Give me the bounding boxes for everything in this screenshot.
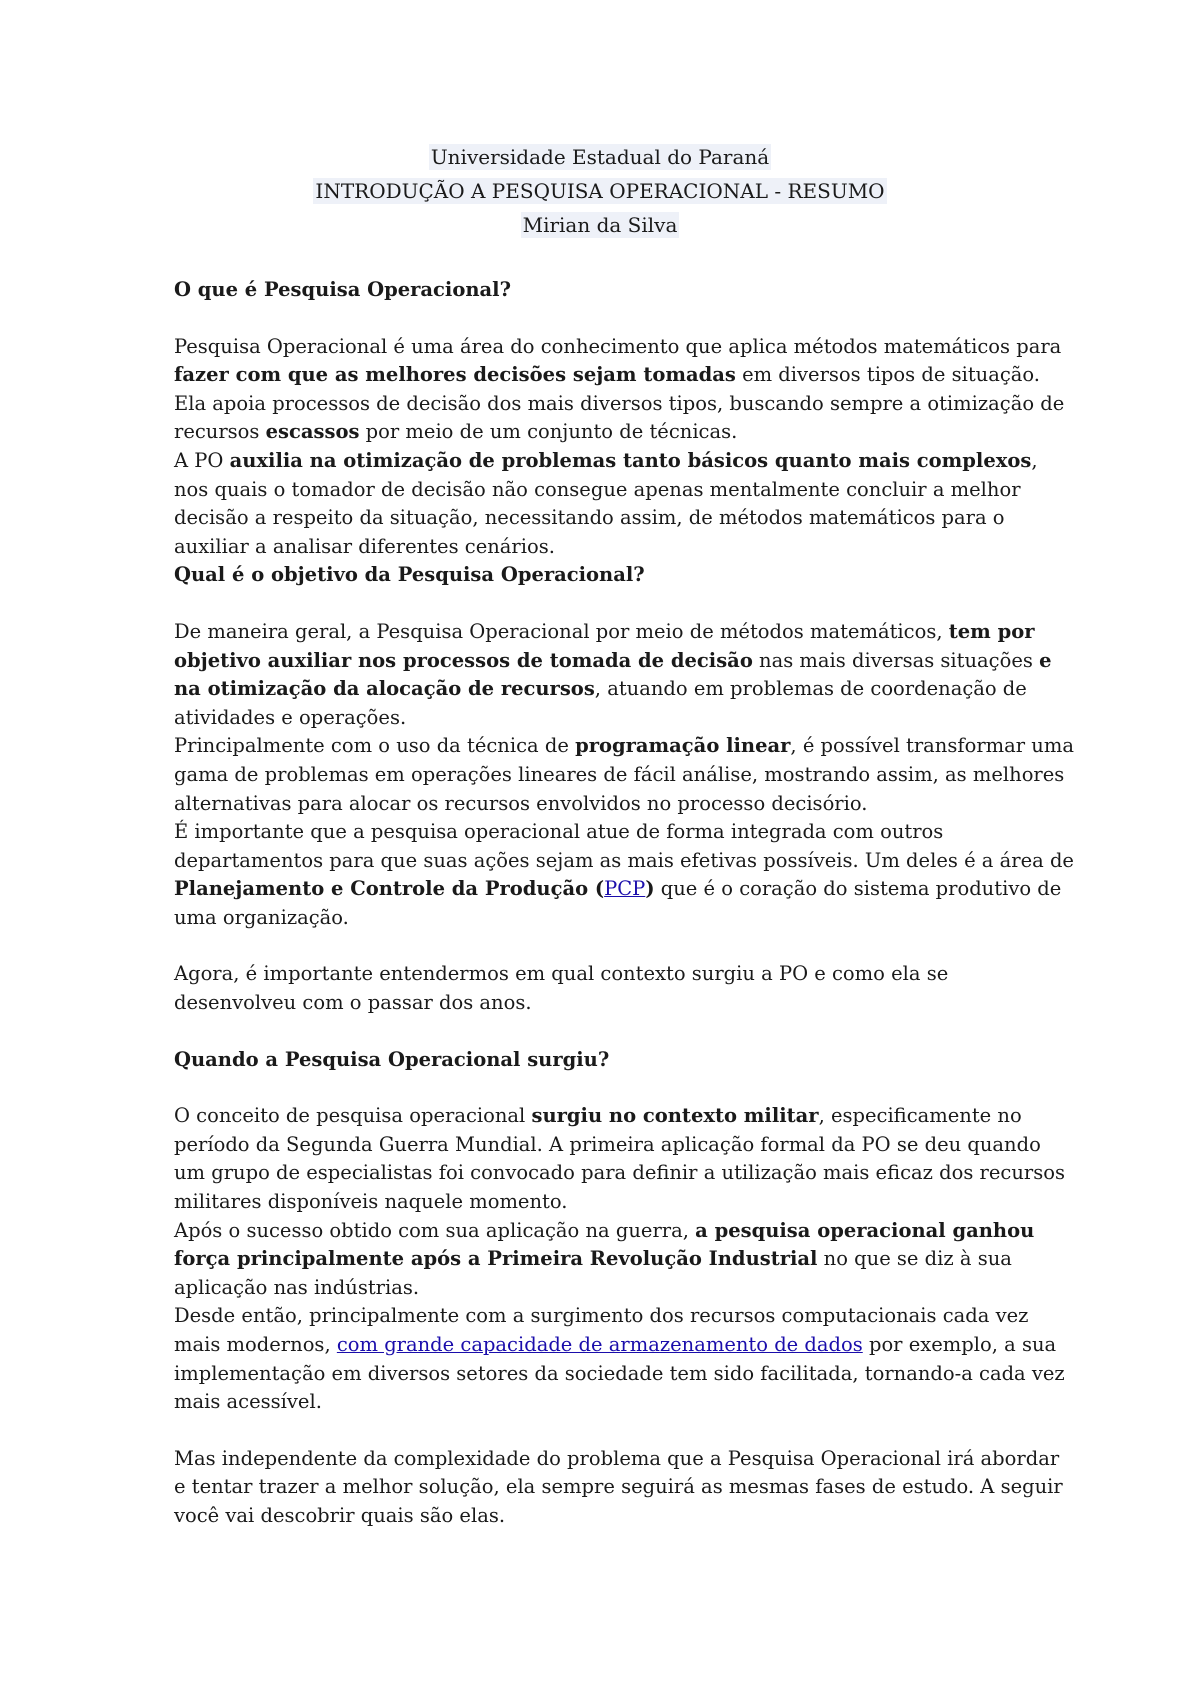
paragraph: Principalmente com o uso da técnica de programação linear, é possível transformar uma gama de problemas em operações lineares de fácil análise, mostrando assim, as melhores alternativas para alocar os recursos envolvidos no processo decisório. [174, 734, 1074, 815]
paragraph: Agora, é importante entendermos em qual contexto surgiu a PO e como ela se desenvolveu com o passar dos anos. [174, 962, 949, 1015]
paragraph: Desde então, principalmente com a surgimento dos recursos computacionais cada vez mais modernos, com grande capacidade de armazenamento de dados por exemplo, a sua implementação em diversos setores da sociedade tem sido facilitada, tornando-a cada vez mais acessível. [174, 1304, 1065, 1414]
pcp-link[interactable]: PCP [604, 877, 646, 901]
author-name: Mirian da Silva [522, 213, 678, 237]
paragraph: Após o sucesso obtido com sua aplicação na guerra, a pesquisa operacional ganhou força principalmente após a Primeira Revolução Industrial no que se diz à sua aplicação nas indústrias. [174, 1218, 1035, 1299]
university-name: Universidade Estadual do Paraná [430, 145, 770, 169]
section-heading-objective: Qual é o objetivo da Pesquisa Operacional? [174, 563, 645, 587]
section-heading-origin: Quando a Pesquisa Operacional surgiu? [174, 1047, 610, 1071]
paragraph: O conceito de pesquisa operacional surgiu no contexto militar, especificamente no período da Segunda Guerra Mundial. A primeira aplicação formal da PO se deu quando um grupo de especialistas foi convocado para definir a utilização mais eficaz dos recursos militares disponíveis naquele momento. [174, 1104, 1065, 1214]
document-header [0, 140, 1200, 242]
paragraph: Pesquisa Operacional é uma área do conhecimento que aplica métodos matemáticos para fazer com que as melhores decisões sejam tomadas em diversos tipos de situação. Ela apoia processos de decisão dos mais diversos tipos, buscando sempre a otimização de recursos escassos por meio de um conjunto de técnicas. [174, 334, 1065, 444]
document-body [174, 276, 1074, 1531]
paragraph: A PO auxilia na otimização de problemas tanto básicos quanto mais complexos, nos quais o tomador de decisão não consegue apenas mentalmente concluir a melhor decisão a respeito da situação, necessitando assim, de métodos matemáticos para o auxiliar a analisar diferentes cenários. [174, 448, 1038, 558]
section-heading-what-is: O que é Pesquisa Operacional? [174, 278, 511, 301]
storage-capacity-link[interactable]: com grande capacidade de armazenamento de dados [336, 1333, 863, 1356]
document-title: INTRODUÇÃO A PESQUISA OPERACIONAL - RESUMO [315, 179, 885, 203]
paragraph: Mas independente da complexidade do problema que a Pesquisa Operacional irá abordar e tentar trazer a melhor solução, ela sempre seguirá as mesmas fases de estudo. A seguir você vai descobrir quais são elas. [174, 1446, 1063, 1527]
paragraph: É importante que a pesquisa operacional atue de forma integrada com outros departamentos para que suas ações sejam as mais efetivas possíveis. Um deles é a área de Planejamento e Controle da Produção (PCP) que é o coração do sistema produtivo de uma organização. [174, 820, 1074, 929]
paragraph: De maneira geral, a Pesquisa Operacional por meio de métodos matemáticos, tem por objetivo auxiliar nos processos de tomada de decisão nas mais diversas situações e na otimização da alocação de recursos, atuando em problemas de coordenação de atividades e operações. [174, 619, 1052, 729]
